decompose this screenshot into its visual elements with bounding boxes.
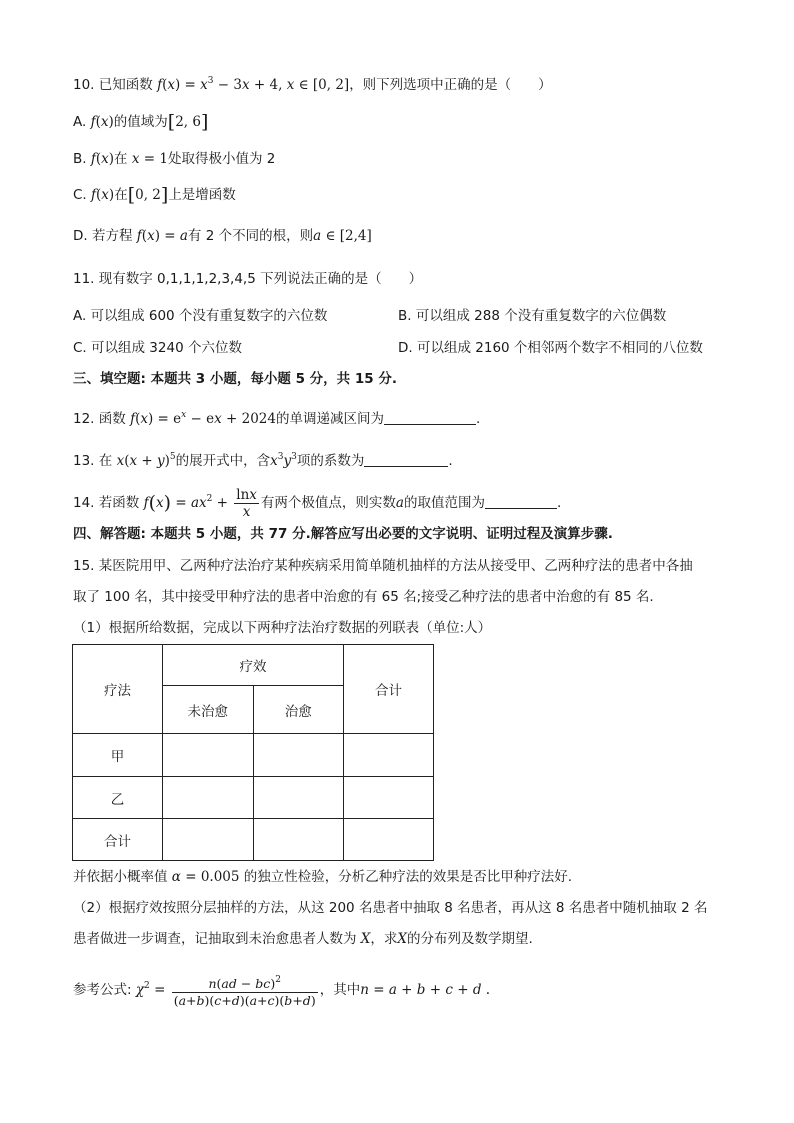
q15-line-1: 15. 某医院用甲、乙两种疗法治疗某种疾病采用简单随机抽样的方法从接受甲、乙两种疗法的患者中各抽: [73, 558, 693, 574]
q11-option-d: D. 可以组成 2160 个相邻两个数字不相同的八位数: [398, 340, 703, 356]
table-row-label-a: 甲: [73, 734, 163, 777]
q15-part-2-line-1: （2）根据疗效按照分层抽样的方法，从这 200 名患者中抽取 8 名患者，再从这 8 名患者中随机抽取 2 名: [73, 900, 708, 916]
q11-option-c: C. 可以组成 3240 个六位数: [73, 340, 242, 356]
q15-part-1: （1）根据所给数据，完成以下两种疗法治疗数据的列联表（单位:人）: [73, 620, 492, 636]
q10-option-a: A. f(x)的值域为[2, 6]: [73, 111, 209, 133]
q11-option-b: B. 可以组成 288 个没有重复数字的六位偶数: [398, 308, 667, 324]
q10-stem: 10. 已知函数 $f(x) = x^3 - 3x + 4$, x ∈ [0, 2]，则下列选项中正确的是（ ）: [73, 76, 552, 93]
q10-option-d: D. 若方程 f(x) = a有 2 个不同的根，则a ∈ [2,4]: [73, 228, 372, 244]
q12: 12. 函数 $f(x) = e^x$ − ex + 2024的单调递减区间为 .: [73, 410, 481, 427]
section-4-heading: 四、解答题: 本题共 5 小题，共 77 分.解答应写出必要的文字说明、证明过程及演算步骤.: [73, 526, 613, 542]
table-cell: [344, 734, 434, 777]
q15-line-2: 取了 100 名，其中接受甲种疗法的患者中治愈的有 65 名;接受乙种疗法的患者中治愈的有 85 名.: [73, 589, 654, 605]
table-cell: [163, 777, 254, 819]
table-header-method: 疗法: [73, 645, 163, 734]
table-cell: [253, 777, 344, 819]
q15-part-2-line-2: 患者做进一步调查，记抽取到未治愈患者人数为 X，求X的分布列及数学期望.: [73, 931, 533, 947]
table-cell: [163, 734, 254, 777]
table-cell: [344, 819, 434, 861]
table-header-total: 合计: [344, 645, 434, 734]
contingency-table: [72, 644, 434, 861]
q10-option-b: B. f(x)在 x = 1处取得极小值为 2: [73, 151, 276, 167]
q13: 13. 在 $x(x + y)^5$的展开式中，含$x^3y^3$项的系数为 .: [73, 452, 453, 469]
q14: 14. 若函数 $f(x) = ax^2$ + $\frac{\ln x}{x}$ 有两个极值点，则实数a的取值范围为 .: [73, 486, 562, 520]
reference-formula: 参考公式: $\chi^2$ = $\frac{n(ad - bc)^2}{(a+b)(c+d)(a+c)(b+d)}$ ，其中n = a + b + c + d .: [73, 967, 490, 1009]
table-header-cured: 治愈: [253, 686, 344, 734]
table-header-uncured: 未治愈: [163, 686, 254, 734]
q15-after-table: 并依据小概率值 α = 0.005 的独立性检验，分析乙种疗法的效果是否比甲种疗法好.: [73, 869, 573, 885]
table-cell: [163, 819, 254, 861]
table-cell: [253, 734, 344, 777]
section-3-heading: 三、填空题: 本题共 3 小题，每小题 5 分，共 15 分.: [73, 371, 397, 387]
q14-answer-blank: [485, 494, 557, 509]
q10-option-c: C. f(x)在[0, 2]上是增函数: [73, 184, 236, 206]
table-cell: [253, 819, 344, 861]
q13-answer-blank: [364, 452, 448, 467]
table-header-effect: 疗效: [163, 645, 344, 686]
table-cell: [344, 777, 434, 819]
q11-stem: 11. 现有数字 0,1,1,1,2,3,4,5 下列说法正确的是（ ）: [73, 271, 423, 287]
table-row-label-total: 合计: [73, 819, 163, 861]
q11-option-a: A. 可以组成 600 个没有重复数字的六位数: [73, 308, 328, 324]
q12-answer-blank: [384, 410, 476, 425]
table-row-label-b: 乙: [73, 777, 163, 819]
